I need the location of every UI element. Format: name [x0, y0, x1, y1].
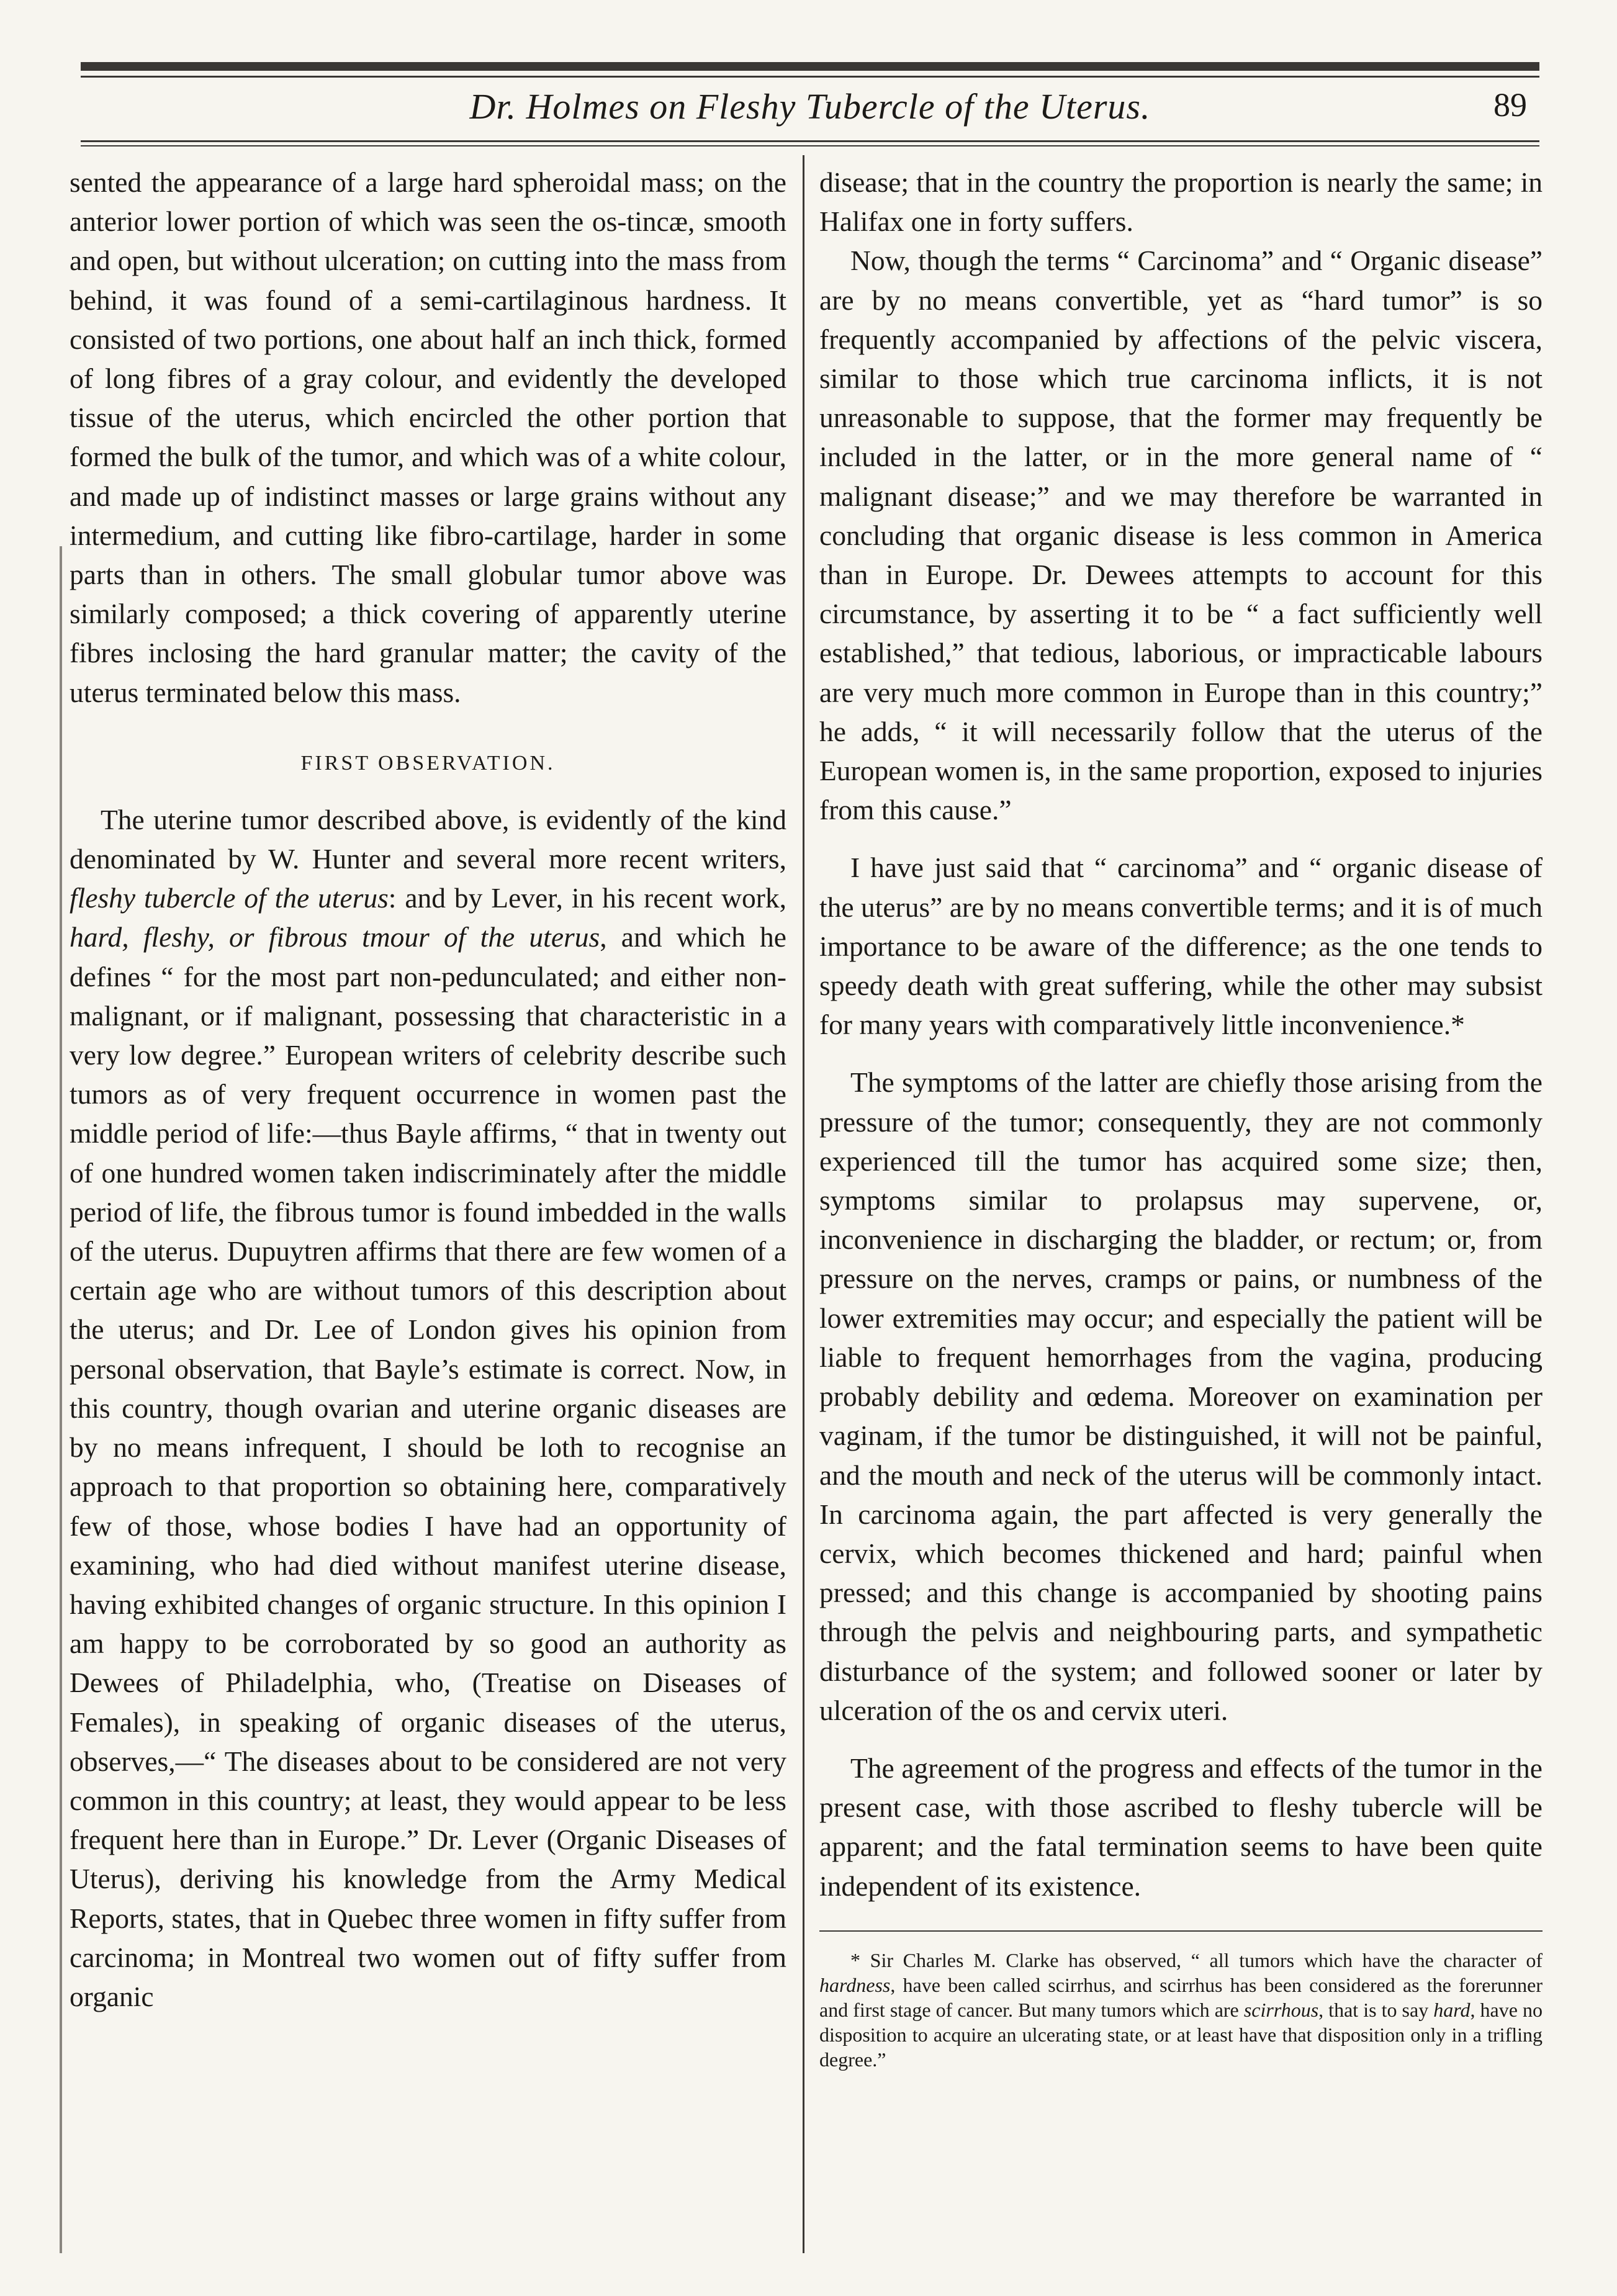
text-run: , that is to say [1318, 1998, 1434, 2021]
text-run: The uterine tumor described above, is evidently of the kind denominated by W. Hunter and several more recent writers, [70, 803, 786, 875]
binding-edge-mark [60, 546, 62, 2253]
paragraph: The agreement of the progress and effects of the tumor in the present case, with those ascribed to fleshy tubercle will be apparent; and the fatal termination seems to have been quite independent of its existence. [819, 1752, 1543, 1902]
text-run: * Sir Charles M. Clarke has observed, “ all tumors which have the character of [850, 1948, 1543, 1971]
running-title: Dr. Holmes on Fleshy Tubercle of the Uterus. [469, 86, 1151, 127]
emphasis: scirrhous [1243, 1998, 1319, 2021]
top-border-rule [81, 62, 1539, 71]
left-column [70, 163, 786, 2016]
emphasis: hardness [819, 1973, 891, 1996]
footnote-rule [819, 1930, 1543, 1932]
page-number: 89 [1493, 86, 1527, 124]
emphasis: hard, fleshy, or fibrous tmour of the uterus [70, 921, 600, 953]
column-divider [803, 155, 804, 2253]
page-header [81, 86, 1539, 135]
right-column [819, 163, 1543, 2072]
header-rule-thin [81, 145, 1539, 146]
text-run: , have been called scirrhus, and scirrhus has been considered as the forerunner and first stage of cancer. But many tumors which are [819, 1973, 1543, 2021]
text-run: , have no disposition to acquire an ulcerating state, or at least have that disposition only in a trifling degree.” [819, 1998, 1543, 2071]
paragraph: sented the appearance of a large hard spheroidal mass; on the anterior lower portion of which was seen the os-tincæ, smooth and open, but without ulceration; on cutting into the mass from behind, it was found of a semi-cartilaginous hardness. It consisted of two portions, one about half an inch thick, formed of long fibres of a gray colour, and evidently the developed tissue of the uterus, which encircled the other portion that formed the bulk of the tumor, and which was of a white colour, and made up of indistinct masses or large grains without any intermedium, and cutting like fibro-cartilage, harder in some parts than in others. The small globular tumor above was similarly composed; a thick covering of apparently uterine fibres inclosing the hard granular matter; the cavity of the uterus terminated below this mass. [70, 166, 786, 708]
paragraph: The symptoms of the latter are chiefly those arising from the pressure of the tumor; consequently, they are not commonly experienced till the tumor has acquired some size; then, symptoms similar to prolapsus may supervene, or, inconvenience in discharging the bladder, or rectum; or, from pressure on the nerves, cramps or pains, or numbness of the lower extremities may occur; and especially the patient will be liable to frequent hemorrhages from the vagina, producing probably debility and œdema. Moreover on examination per vaginam, if the tumor be distinguished, it will not be painful, and the mouth and neck of the uterus will be commonly intact. In carcinoma again, the part affected is very generally the cervix, which becomes thickened and hard; painful when pressed; and this change is accompanied by shooting pains through the pelvis and neighbouring parts, and sympathetic disturbance of the system; and followed sooner or later by ulceration of the os and cervix uteri. [819, 1066, 1543, 1726]
emphasis: hard [1433, 1998, 1471, 2021]
text-run: : and by Lever, in his recent work, [388, 882, 786, 914]
header-rule [81, 140, 1539, 142]
top-border-rule-thin [81, 76, 1539, 78]
paragraph: I have just said that “ carcinoma” and “ organic disease of the uterus” are by no means convertible terms; and it is of much importance to be aware of the difference; as the one tends to speedy death with great suffering, while the other may subsist for many years with comparatively little inconvenience.* [819, 852, 1543, 1041]
paragraph [70, 800, 786, 2016]
section-heading: FIRST OBSERVATION. [300, 751, 556, 775]
emphasis: fleshy tubercle of the uterus [70, 882, 389, 914]
paragraph: Now, though the terms “ Carcinoma” and “ Organic disease” are by no means convertible, yet as “hard tumor” is so frequently accompanied by affections of the pelvic viscera, similar to those which true carcinoma inflicts, it is not unreasonable to suppose, that the former may frequently be included in the latter, or in the more general name of “ malignant disease;” and we may therefore be warranted in concluding that organic disease is less common in America than in Europe. Dr. Dewees attempts to account for this circumstance, by asserting it to be “ a fact sufficiently well established,” that tedious, laborious, or impracticable labours are very much more common in Europe than in this country;” he adds, “ it will necessarily follow that the uterus of the European women is, in the same proportion, exposed to injuries from this cause.” [819, 245, 1543, 826]
footnote [819, 1948, 1543, 2072]
paragraph: disease; that in the country the proportion is nearly the same; in Halifax one in forty suffers. [819, 166, 1543, 238]
text-run: , and which he defines “ for the most part non-pedunculated; and either non-malignant, or if malignant, possessing that characteristic in a very low degree.” European writers of celebrity describe such tumors as of very frequent occurrence in women past the middle period of life:—thus Bayle affirms, “ that in twenty out of one hundred women taken indiscriminately after the middle period of life, the fibrous tumor is found imbedded in the walls of the uterus. Dupuytren affirms that there are few women of a certain age who are without tumors of this description about the uterus; and Dr. Lee of London gives his opinion from personal observation, that Bayle’s estimate is correct. Now, in this country, though ovarian and uterine organic diseases are by no means infrequent, I should be loth to recognise an approach to that proportion so obtaining here, comparatively few of those, whose bodies I have had an opportunity of examining, who had died without manifest uterine disease, having exhibited changes of organic structure. In this opinion I am happy to be corroborated by so good an authority as Dewees of Philadelphia, who, (Treatise on Diseases of Females), in speaking of organic diseases of the uterus, observes,—“ The diseases about to be considered are not very common in this country; at least, they would appear to be less frequent here than in Europe.” Dr. Lever (Organic Diseases of Uterus), deriving his knowledge from the Army Medical Reports, states, that in Quebec three women in fifty suffer from carcinoma; in Montreal two women out of fifty suffer from organic [70, 921, 786, 2012]
